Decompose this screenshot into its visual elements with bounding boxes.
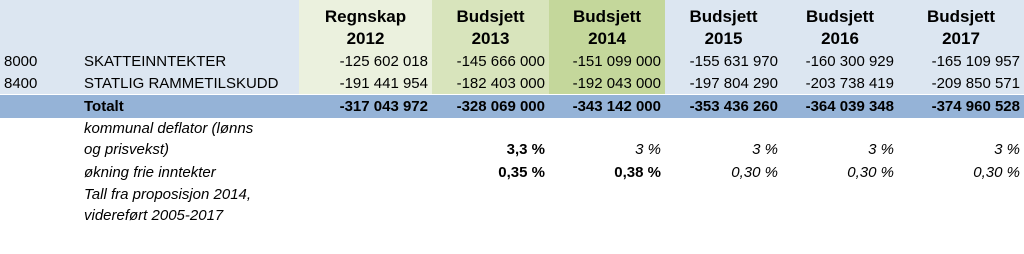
deflator-value: 3 % [635, 141, 661, 158]
table-cell: -192 043 000 [549, 72, 665, 94]
header-budsjett-2013 [432, 0, 549, 50]
table-cell: -145 666 000 [432, 50, 549, 72]
deflator-value: 3,3 % [506, 141, 545, 158]
total-cell: -364 039 348 [782, 94, 898, 118]
header-line1: Budsjett [456, 7, 525, 26]
total-cell: -353 436 260 [665, 94, 782, 118]
table-cell: -209 850 571 [898, 72, 1024, 94]
deflator-value: 3 % [868, 141, 894, 158]
total-code-cell [0, 94, 80, 118]
row-label: STATLIG RAMMETILSKUDD [80, 72, 299, 94]
total-cell: -328 069 000 [432, 94, 549, 118]
header-budsjett-2014 [549, 0, 665, 50]
header-line1: Regnskap [324, 7, 407, 26]
table-cell: -191 441 954 [299, 72, 432, 94]
deflator-value: 3 % [994, 141, 1020, 158]
source-note-line2: videreført 2005-2017 [84, 207, 224, 224]
header-line1: Budsjett [806, 7, 874, 26]
header-budsjett-2017 [898, 0, 1024, 50]
growth-value: 0,30 % [973, 163, 1020, 181]
deflator-label-line1: kommunal deflator (lønns [84, 120, 254, 137]
header-label-cell [80, 0, 299, 50]
header-line2: 2015 [704, 29, 743, 48]
header-line2: 2013 [471, 29, 510, 48]
header-budsjett-2016 [782, 0, 898, 50]
table-cell: -197 804 290 [665, 72, 782, 94]
header-line2: 2017 [942, 29, 980, 48]
table-cell: -182 403 000 [432, 72, 549, 94]
table-cell: -160 300 929 [782, 50, 898, 72]
header-line2: 2014 [588, 29, 626, 48]
growth-value: 0,38 % [614, 163, 661, 181]
row-code: 8000 [0, 50, 80, 72]
total-cell: -317 043 972 [299, 94, 432, 118]
source-note-line1: Tall fra proposisjon 2014, [84, 186, 252, 203]
deflator-value: 3 % [752, 141, 778, 158]
header-line1: Budsjett [689, 7, 758, 26]
table-cell: -125 602 018 [299, 50, 432, 72]
growth-value: 0,30 % [731, 163, 778, 181]
growth-value: 0,35 % [498, 163, 545, 181]
total-label: Totalt [80, 94, 299, 118]
header-budsjett-2015 [665, 0, 782, 50]
row-label: SKATTEINNTEKTER [80, 50, 299, 72]
growth-label: økning frie inntekter [84, 163, 216, 181]
header-line2: 2012 [346, 29, 385, 48]
header-line1: Budsjett [573, 7, 641, 26]
table-cell: -165 109 957 [898, 50, 1024, 72]
table-cell: -203 738 419 [782, 72, 898, 94]
header-code-cell [0, 0, 80, 50]
table-cell: -155 631 970 [665, 50, 782, 72]
header-line2: 2016 [821, 29, 859, 48]
growth-value: 0,30 % [847, 163, 894, 181]
deflator-label-line2: og prisvekst) [84, 141, 170, 158]
row-code: 8400 [0, 72, 80, 94]
header-line1: Budsjett [927, 7, 995, 26]
table-cell: -151 099 000 [549, 50, 665, 72]
total-cell: -343 142 000 [549, 94, 665, 118]
total-cell: -374 960 528 [898, 94, 1024, 118]
header-regnskap-2012 [299, 0, 432, 50]
